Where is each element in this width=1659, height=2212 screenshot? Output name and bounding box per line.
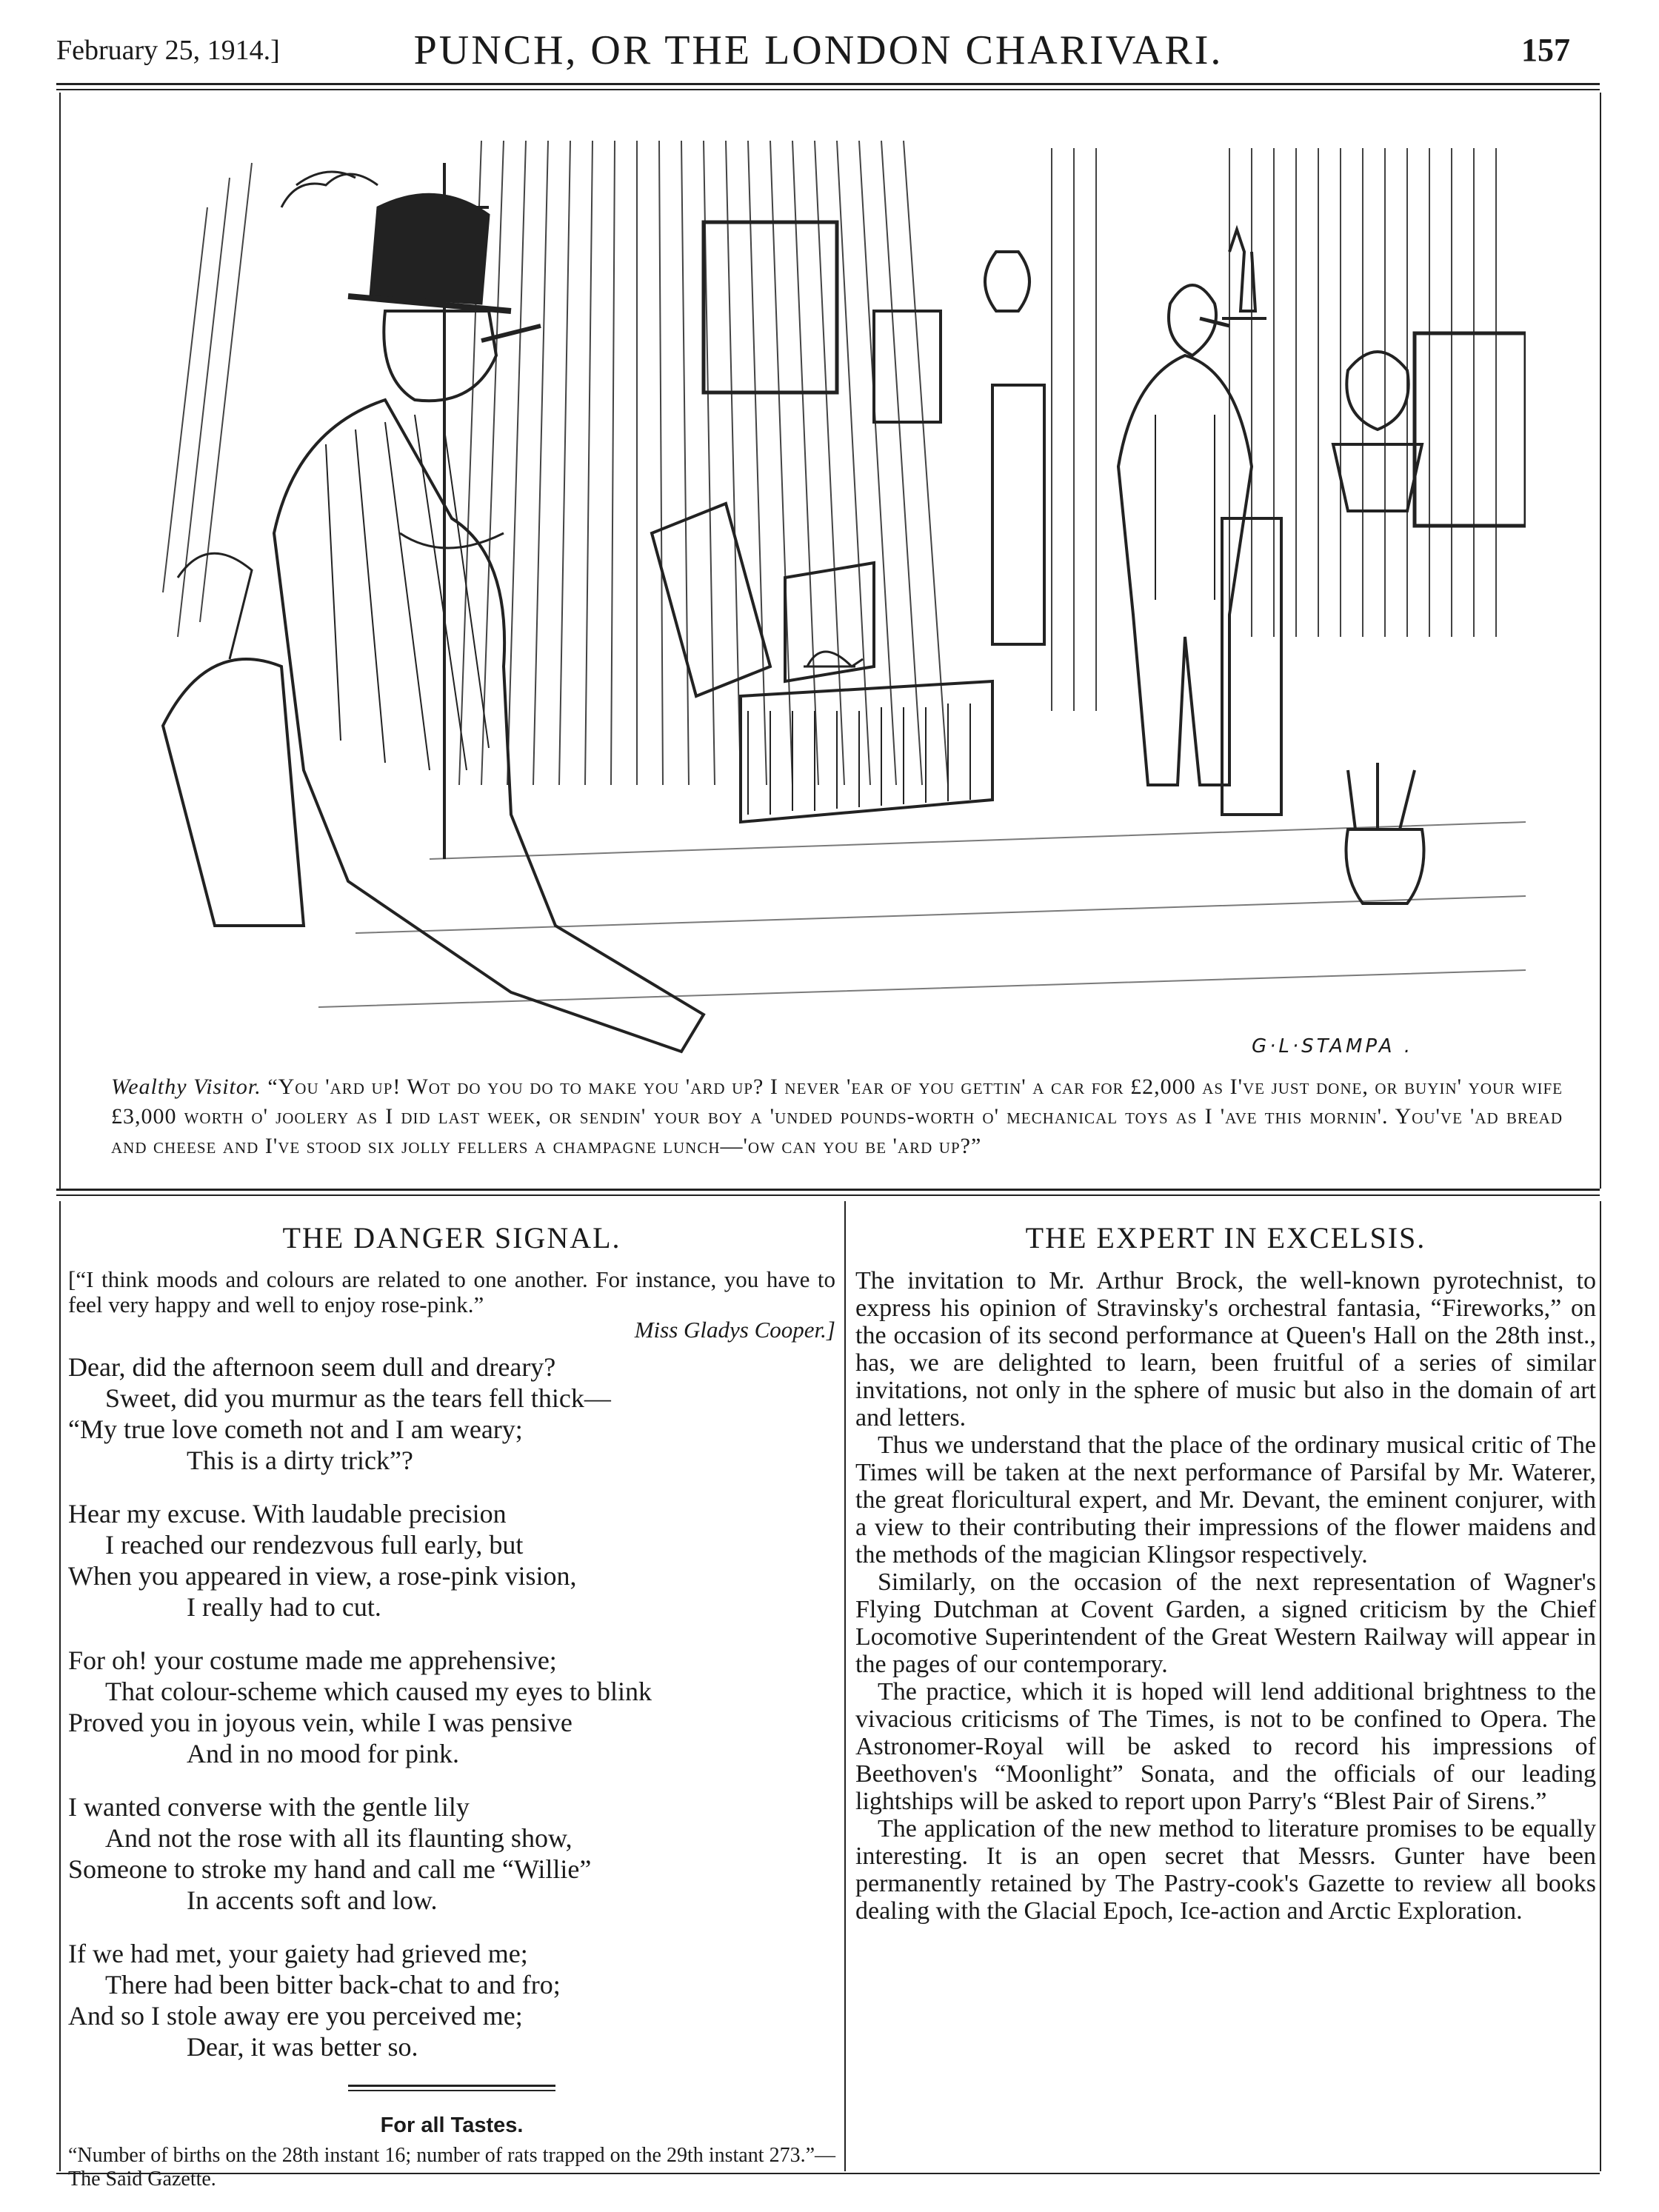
page-number: 157 bbox=[1521, 32, 1570, 68]
item-rule-double bbox=[348, 2090, 555, 2091]
poem-line: And not the rose with all its flaunting show, bbox=[105, 1823, 573, 1853]
article-paragraph: The application of the new method to literature promises to be equally interesting. It is an open secret that Messrs. Gunter have been permanently retained by The Pastry-cook's Gazette to review all books dealing with the Glacial Epoch, Ice-action and Arctic Exploration. bbox=[855, 1815, 1596, 1925]
poem-stanza bbox=[68, 1938, 835, 2062]
poem-line: Someone to stroke my hand and call me “Willie” bbox=[68, 1854, 592, 1884]
article-paragraph: The practice, which it is hoped will lend additional brightness to the vivacious criticisms of The Times, is not to be confined to Opera. The Astronomer-Royal will be asked to record his impressions of Beethoven's “Moonlight” Sonata, and the officials of our leading lightships will be asked to report upon Parry's “Blest Pair of Sirens.” bbox=[855, 1678, 1596, 1815]
poem-epigraph bbox=[68, 1267, 835, 1343]
column-divider bbox=[844, 1201, 846, 2171]
filler-text: “Number of births on the 28th instant 16; number of rats trapped on the 29th instant 273.”—The Said Gazette. bbox=[68, 2144, 835, 2191]
page-bottom-rule bbox=[56, 2173, 1600, 2174]
poem-line: In accents soft and low. bbox=[187, 1885, 438, 1915]
poem-line: I wanted converse with the gentle lily bbox=[68, 1792, 470, 1822]
poem-article bbox=[68, 1214, 835, 2191]
article-paragraph: Thus we understand that the place of the ordinary musical critic of The Times will be taken at the next performance of Parsifal by Mr. Waterer, the great floricultural expert, and Mr. Devant, the eminent conjurer, with a view to their contributing their impressions of the flower maidens and the methods of the magician Klingsor respectively. bbox=[855, 1431, 1596, 1568]
poem-line: Hear my excuse. With laudable precision bbox=[68, 1499, 507, 1528]
poem-stanza bbox=[68, 1645, 835, 1769]
cartoon-caption bbox=[111, 1072, 1563, 1161]
poem-line: That colour-scheme which caused my eyes to blink bbox=[105, 1677, 652, 1706]
artist-signature: G·L·STAMPA . bbox=[1252, 1035, 1414, 1057]
poem-stanza bbox=[68, 1498, 835, 1623]
poem-line: There had been bitter back-chat to and fro; bbox=[105, 1970, 561, 1999]
poem-line: “My true love cometh not and I am weary; bbox=[68, 1414, 523, 1444]
frame-left-border bbox=[59, 93, 61, 1189]
filler-title: For all Tastes. bbox=[380, 2114, 524, 2137]
frame-right-border-lower bbox=[1600, 1201, 1601, 2171]
header-rule bbox=[56, 83, 1600, 85]
poem-line: And so I stole away ere you perceived me; bbox=[68, 2001, 523, 2031]
wall-hatching bbox=[163, 141, 1496, 785]
cartoon-illustration bbox=[133, 118, 1526, 1059]
poem-stanza bbox=[68, 1791, 835, 1916]
poem-line: Dear, it was better so. bbox=[187, 2032, 418, 2062]
poem-line: Sweet, did you murmur as the tears fell thick— bbox=[105, 1383, 611, 1413]
article-paragraph: Similarly, on the occasion of the next representation of Wagner's Flying Dutchman at Covent Garden, a signed criticism by the Chief Locomotive Superintendent of the Great Western Railway will appear in the pages of our contemporary. bbox=[855, 1568, 1596, 1678]
epigraph-quote: [“I think moods and colours are related to one another. For instance, you have to feel very happy and well to enjoy rose-pink.” bbox=[68, 1266, 835, 1317]
header-rule-double bbox=[56, 89, 1600, 90]
poem-line: And in no mood for pink. bbox=[187, 1739, 459, 1768]
poem-line: I reached our rendezvous full early, but bbox=[105, 1530, 524, 1560]
issue-date: February 25, 1914.] bbox=[56, 35, 280, 66]
poem-line: Dear, did the afternoon seem dull and dreary? bbox=[68, 1352, 556, 1382]
frame-right-border bbox=[1600, 93, 1601, 1189]
poem-title: THE DANGER SIGNAL. bbox=[282, 1221, 621, 1254]
epigraph-attribution: Miss Gladys Cooper.] bbox=[634, 1317, 835, 1343]
item-rule bbox=[348, 2085, 555, 2087]
frame-left-border-lower bbox=[59, 1201, 61, 2171]
poem-line: This is a dirty trick”? bbox=[187, 1446, 413, 1475]
caption-text: “You 'ard up! Wot do you do to make you 'ard up? I never 'ear of you gettin' a car for £2,000 as I've just done, or buyin' your wife £3,000 worth o' joolery as I did last week, or sendin' your boy a 'unded pounds-worth o' mechanical toys as I 'ave this mornin'. You've 'ad bread and cheese and I've stood six jolly fellers a champagne lunch—'ow can you be 'ard up?” bbox=[111, 1075, 1563, 1158]
publication-title: PUNCH, OR THE LONDON CHARIVARI. bbox=[413, 27, 1224, 73]
section-rule-double bbox=[56, 1194, 1600, 1196]
expert-article bbox=[855, 1214, 1596, 1925]
poem-line: When you appeared in view, a rose-pink vision, bbox=[68, 1561, 577, 1591]
article-title: THE EXPERT IN EXCELSIS. bbox=[1025, 1221, 1426, 1254]
poem-line: I really had to cut. bbox=[187, 1592, 381, 1622]
poem-line: Proved you in joyous vein, while I was pensive bbox=[68, 1708, 573, 1737]
section-rule bbox=[56, 1189, 1600, 1191]
page-header bbox=[44, 27, 1592, 78]
poem-stanza bbox=[68, 1351, 835, 1476]
poem-line: For oh! your costume made me apprehensive; bbox=[68, 1645, 557, 1675]
article-paragraph: The invitation to Mr. Arthur Brock, the well-known pyrotechnist, to express his opinion of Stravinsky's orchestral fantasia, “Fireworks,” on the occasion of its second performance at Queen's Hall on the 28th inst., has, we are delighted to learn, been fruitful of a series of similar invitations, not only in the sphere of music but also in the domain of art and letters. bbox=[855, 1267, 1596, 1431]
poem-line: If we had met, your gaiety had grieved me; bbox=[68, 1939, 528, 1968]
caption-speaker: Wealthy Visitor. bbox=[111, 1075, 261, 1099]
